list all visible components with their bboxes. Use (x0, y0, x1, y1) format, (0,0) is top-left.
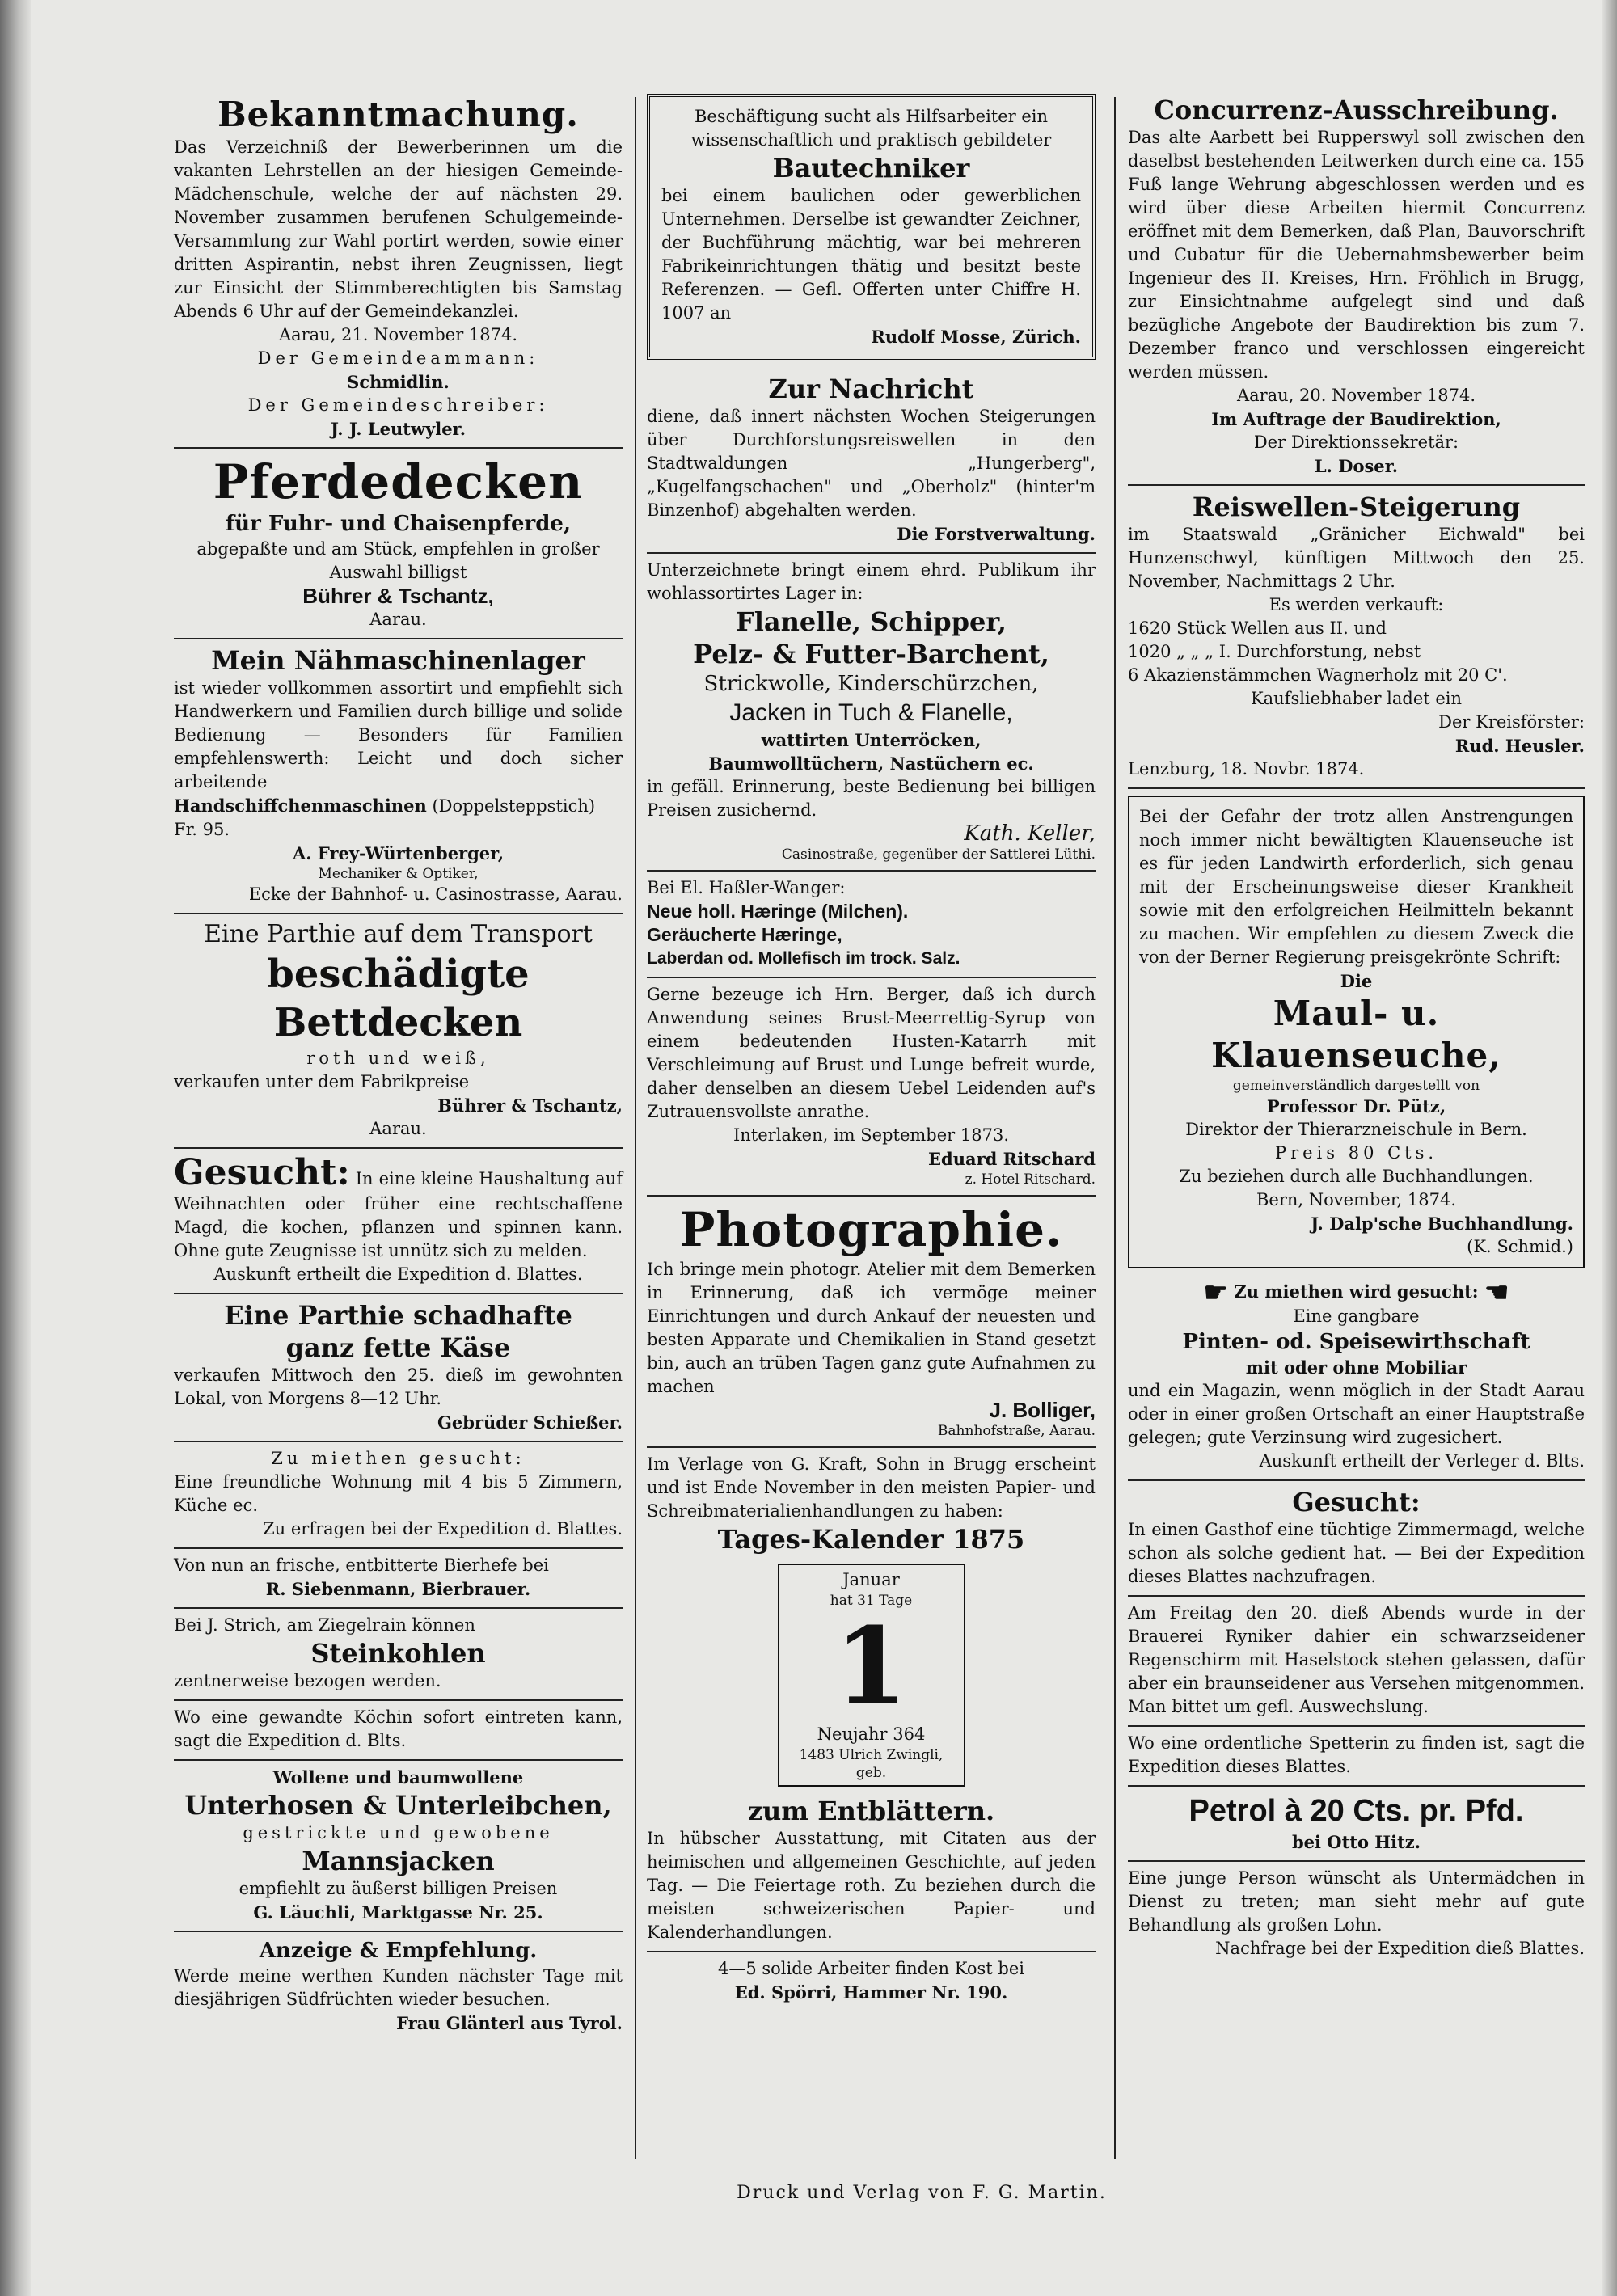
ad-name: R. Siebenmann, Bierbrauer. (265, 1579, 531, 1599)
page-edge-left (0, 0, 31, 2296)
ad-product: Handschiffchenmaschinen (174, 796, 427, 816)
ad-title: Tages-Kalender 1875 (717, 1524, 1025, 1555)
ad-title: Mein Nähmaschinenlager (211, 645, 585, 676)
ad-kost (647, 1952, 1096, 2011)
ad-note: Zu erfragen bei der Expedition d. Blattes. (263, 1519, 623, 1538)
ad-title: Concurrenz-Ausschreibung. (1154, 95, 1559, 125)
ad-signature-name: Schmidlin. (347, 372, 450, 392)
ad-name: Ed. Spörri, Hammer Nr. 190. (734, 1982, 1008, 2003)
ad-list-head: Es werden verkauft: (1269, 595, 1444, 614)
ad-kalender (647, 1448, 1096, 1952)
pointing-hand-icon: ☛ (1203, 1277, 1229, 1309)
ad-subtitle: für Fuhr- und Chaisenpferde, (225, 512, 571, 536)
ad-photographie (647, 1197, 1096, 1448)
column-rule (635, 97, 636, 2159)
ad-bekanntmachung (174, 89, 623, 449)
ad-list-item: 6 Akazienstämmchen Wagnerholz mit 20 C'. (1128, 665, 1508, 685)
ad-head: Zu miethen gesucht: (271, 1449, 526, 1468)
ad-nachricht (647, 368, 1096, 554)
ad-list-item: 1020 „ „ „ I. Durchforstung, nebst (1128, 642, 1421, 661)
ad-title: Steinkohlen (310, 1638, 486, 1669)
calendar-day-number: 1 (834, 1604, 908, 1728)
ad-signature-role: Der Gemeindeschreiber: (247, 395, 549, 415)
ad-body: Eine junge Person wünscht als Untermädchen in Dienst zu treten; man sieht mehr auf gute Behandlung als großen Lohn. (1128, 1868, 1585, 1935)
ad-title: Photographie. (679, 1202, 1063, 1257)
ad-address: Casinostraße, gegenüber der Sattlerei Lüthi. (781, 846, 1096, 863)
ad-date: Bern, November, 1874. (1256, 1190, 1457, 1209)
ad-body: und ein Magazin, wenn möglich in der Stadt Aarau oder in einer großen Ortschaft an einer Hauptstraße gelegen; gute Verzinsung wird zugesichert. (1128, 1381, 1585, 1447)
ad-steinkohlen (174, 1609, 623, 1701)
ad-speisewirthschaft (1128, 1275, 1585, 1481)
ad-item: Jacken in Tuch & Flanelle, (729, 699, 1013, 726)
ad-colors: roth und weiß, (306, 1049, 490, 1068)
imprint-footer: Druck und Verlag von F. G. Martin. (737, 2183, 1107, 2203)
ad-body: Das alte Aarbett bei Rupperswyl soll zwischen den daselbst bestehenden Leitwerken durch eine ca. 155 Fuß lange Wehrung abgeschlossen werden und es wird über diese Arbeiten hiermit Concurrenz eröffnet mit dem Bemerken, daß Plan, Bauvorschrift und Cubatur für die Uebernahmsbewerber beim Ingenieur des II. Kreises, Hrn. Fröhlich in Brugg, zur Einsichtnahme aufgelegt sind und daß bezügliche Angebote der Baudirektion bis zum 7. Dezember franco und verschlossen eingereicht werden müssen. (1128, 128, 1585, 382)
ad-title: Bekanntmachung. (217, 95, 579, 134)
ad-item: Pelz- & Futter-Barchent, (693, 639, 1049, 669)
column-rule (1114, 97, 1116, 2159)
ad-unterhosen (174, 1761, 623, 1932)
ad-haeringe (647, 872, 1096, 978)
ad-title: Pinten- od. Speisewirthschaft (1182, 1330, 1530, 1354)
ad-body: Am Freitag den 20. dieß Abends wurde in der Brauerei Ryniker dahier ein schwarzseidener Regenschirm mit Haselstock stehen gelassen, dafür aber ein braunseidener aus Versehen mitgenommen. Man bittet um gefl. Auswechslung. (1128, 1603, 1585, 1716)
ad-signature-name: Rud. Heusler. (1454, 736, 1585, 756)
ad-place: Aarau. (369, 610, 427, 629)
ad-title: ganz fette Käse (285, 1332, 511, 1363)
ad-intro: Unterzeichnete bringt einem ehrd. Publikum ihr wohlassortirtes Lager in: (647, 560, 1096, 603)
ad-firm: Bührer & Tschantz, (437, 1095, 623, 1116)
ad-note: Auskunft ertheilt die Expedition d. Blattes. (213, 1264, 583, 1284)
ad-subtitle: mit oder ohne Mobiliar (1245, 1357, 1467, 1378)
ad-title: Maul- u. Klauenseuche, (1211, 994, 1501, 1075)
ad-body: zentnerweise bezogen werden. (174, 1671, 441, 1690)
ad-bierhefe (174, 1549, 623, 1609)
ad-place: Aarau. (369, 1119, 427, 1138)
ad-signature: Die Forstverwaltung. (897, 524, 1096, 544)
calendar-note: 1483 Ulrich Zwingli, geb. (799, 1747, 944, 1781)
ad-title: Gesucht: (174, 1152, 350, 1193)
ad-body: Von nun an frische, entbitterte Bierhefe bei (174, 1555, 549, 1575)
ad-body: Wo eine ordentliche Spetterin zu finden ist, sagt die Expedition dieses Blattes. (1128, 1733, 1585, 1776)
ad-distribution: Zu beziehen durch alle Buchhandlungen. (1179, 1167, 1534, 1186)
ad-body: In hübscher Ausstattung, mit Citaten aus der heimischen und allgemeinen Geschichte, auf jeden Tag. — Die Feiertage roth. Zu beziehen durch die meisten schweizerischen Papier- und Kalenderhandlungen. (647, 1829, 1096, 1942)
ad-subtitle: zum Entblättern. (747, 1796, 995, 1826)
ad-name: Kath. Keller, (964, 821, 1096, 846)
ad-body: verkaufen unter dem Fabrikpreise (174, 1072, 470, 1091)
ad-intro: Im Verlage von G. Kraft, Sohn in Brugg erscheint und ist Ende November in den meisten Papier- und Schreibmaterialienhandlungen zu haben: (647, 1454, 1096, 1521)
ad-title: Reiswellen-Steigerung (1192, 492, 1521, 522)
ad-list-item: Kaufsliebhaber ladet ein (1250, 689, 1463, 708)
ad-koechin (174, 1701, 623, 1761)
ad-body: in gefäll. Erinnerung, beste Bedienung bei billigen Preisen zusichernd. (647, 777, 1096, 820)
ad-title: Unterhosen & Unterleibchen, (184, 1790, 612, 1821)
ad-signature: Im Auftrage der Baudirektion, (1211, 409, 1501, 429)
ad-body: Gerne bezeuge ich Hrn. Berger, daß ich durch Anwendung seines Brust-Meerrettig-Syrup von einem bedeutenden Husten-Katarrh mit Verschleimung auf Brust und Lunge befreit wurde, daher denselben an diesem Uebel Leidenden auf's Zutrauensvollste anrathe. (647, 985, 1096, 1121)
ad-signature-role: Der Gemeindeammann: (257, 348, 539, 368)
ad-publisher: J. Dalp'sche Buchhandlung. (1311, 1213, 1573, 1234)
ad-date: Aarau, 21. November 1874. (278, 325, 518, 344)
ad-price: Preis 80 Cts. (1274, 1143, 1438, 1163)
calendar-month: Januar (842, 1570, 900, 1589)
ad-body: abgepaßte und am Stück, empfehlen in großer Auswahl billigst (196, 539, 600, 582)
ad-body: Eine freundliche Wohnung mit 4 bis 5 Zimmern, Küche ec. (174, 1472, 623, 1515)
ad-author: Professor Dr. Pütz, (1266, 1096, 1446, 1116)
ad-firm: Gebrüder Schießer. (437, 1412, 623, 1433)
ad-list-item: 1620 Stück Wellen aus II. und (1128, 618, 1387, 638)
ad-body: Wo eine gewandte Köchin sofort eintreten kann, sagt die Expedition d. Blts. (174, 1707, 623, 1750)
ad-body: Bei der Gefahr der trotz allen Anstrengungen noch immer nicht bewältigten Klauenseuche ist es für jeden Landwirth erforderlich, sich genau mit der Erscheinungsweise dieser Krankheit sowie mit den erfolgreichen Heilmitteln bekannt zu machen. Wir empfehlen zu diesem Zweck die von der Berner Regierung preisgekrönte Schrift: (1139, 807, 1573, 967)
ad-name: A. Frey-Würtenberger, (292, 843, 505, 863)
ad-signature-name: L. Doser. (1314, 456, 1399, 476)
column-right (1128, 89, 1585, 1967)
ad-naehmaschinen (174, 639, 623, 914)
ad-note: Nachfrage bei der Expedition dieß Blattes. (1215, 1939, 1585, 1958)
calendar-days: hat 31 Tage (830, 1593, 913, 1609)
ad-body: verkaufen Mittwoch den 25. dieß im gewohnten Lokal, von Morgens 8—12 Uhr. (174, 1365, 623, 1408)
ad-body: bei einem baulichen oder gewerblichen Unternehmen. Derselbe ist gewandter Zeichner, der Buchführung mächtig, war bei mehreren Fabrikeinrichtungen thätig und besitzt beste Referenzen. — Gefl. Offerten unter Chiffre H. 1007 an (661, 186, 1081, 323)
ad-item: Flanelle, Schipper, (736, 606, 1007, 637)
ad-signature-role: Der Kreisförster: (1438, 712, 1585, 732)
ad-signature-role: Der Direktionssekretär: (1253, 433, 1459, 452)
pointing-hand-icon: ☚ (1484, 1277, 1509, 1309)
ad-zimmermagd (1128, 1481, 1585, 1597)
ad-body: empfiehlt zu äußerst billigen Preisen (239, 1879, 558, 1898)
ad-firm: Bührer & Tschantz, (302, 584, 494, 608)
ad-address: Bahnhofstraße, Aarau. (937, 1423, 1096, 1439)
ad-date: Interlaken, im September 1873. (733, 1125, 1010, 1145)
ad-suedfruechte (174, 1932, 623, 2041)
ad-title: Petrol à 20 Cts. pr. Pfd. (1188, 1794, 1524, 1828)
ad-title: Gesucht: (1292, 1487, 1421, 1517)
ad-agent: Rudolf Mosse, Zürich. (871, 327, 1081, 347)
ad-pferdedecken (174, 449, 623, 639)
ad-intro: Wollene und baumwollene (272, 1767, 524, 1787)
ad-item: Baumwolltüchern, Nastüchern ec. (708, 753, 1034, 774)
ad-intro: Eine Parthie auf dem Transport (204, 920, 593, 948)
ad-item: Strickwolle, Kinderschürzchen, (703, 672, 1039, 696)
ad-signature-name: J. J. Leutwyler. (330, 419, 466, 439)
ad-date: Lenzburg, 18. Novbr. 1874. (1128, 759, 1365, 779)
ad-body: In einen Gasthof eine tüchtige Zimmermagd, welche schon als solche gedient hat. — Bei der Expedition dieses Blattes nachzufragen. (1128, 1520, 1585, 1586)
ad-regenschirm (1128, 1597, 1585, 1727)
ad-bautechniker (647, 94, 1096, 360)
ad-item: Geräucherte Hæringe, (647, 924, 842, 945)
ad-spetterin (1128, 1727, 1585, 1787)
ad-publisher-detail: (K. Schmid.) (1467, 1237, 1573, 1256)
ad-product-detail: (Doppelsteppstich) Fr. 95. (174, 796, 596, 839)
ad-title: beschädigte Bettdecken (267, 952, 530, 1045)
ad-klauenseuche (1128, 796, 1585, 1268)
ad-title: Mannsjacken (302, 1846, 495, 1876)
ad-title-prefix: Die (1340, 971, 1373, 991)
ad-name: J. Bolliger, (989, 1398, 1096, 1422)
ad-reiswellen (1128, 486, 1585, 789)
ad-body: im Staatswald „Gränicher Eichwald" bei Hunzenschwyl, künftigen Mittwoch den 25. November, Nachmittags 2 Uhr. (1128, 525, 1585, 591)
column-middle (647, 89, 1096, 2011)
ad-body: 4—5 solide Arbeiter finden Kost bei (717, 1959, 1024, 1978)
ad-item: Neue holl. Hæringe (Milchen). (647, 901, 909, 922)
ad-wohnung (174, 1442, 623, 1549)
ad-untermaedchen (1128, 1862, 1585, 1967)
ad-title: Anzeige & Empfehlung. (259, 1939, 538, 1963)
ad-address: Ecke der Bahnhof- u. Casinostrasse, Aarau. (248, 884, 623, 904)
ad-head: Zu miethen wird gesucht: (1234, 1281, 1479, 1302)
ad-gesucht-magd (174, 1149, 623, 1294)
calendar-illustration (778, 1564, 965, 1787)
ad-subline: gestrickte und gewobene (243, 1823, 554, 1842)
ad-bettdecken (174, 914, 623, 1149)
ad-name: G. Läuchli, Marktgasse Nr. 25. (253, 1902, 543, 1922)
ad-title: Pferdedecken (213, 454, 584, 509)
ad-body: Bei J. Strich, am Ziegelrain können (174, 1615, 475, 1635)
ad-note: Auskunft ertheilt der Verleger d. Blts. (1259, 1451, 1585, 1471)
column-left (174, 89, 623, 2041)
ad-item: wattirten Unterröcken, (761, 730, 982, 750)
ad-name: Frau Glänterl aus Tyrol. (396, 2013, 623, 2033)
page-edge-right (1602, 0, 1617, 2296)
ad-role: Direktor der Thierarzneischule in Bern. (1185, 1120, 1527, 1139)
ad-body: In eine kleine Haushaltung auf Weihnachten oder früher eine rechtschaffene Magd, die kochen, pflanzen und spinnen kann. Ohne gute Zeugnisse ist unnütz sich zu melden. (174, 1169, 623, 1260)
ad-title: Bautechniker (772, 153, 970, 184)
ad-body: diene, daß innert nächsten Wochen Steigerungen über Durchforstungsreiswellen in den Stadtwaldungen „Hungerberg", „Kugelfangschachen" und „Oberholz" (hinter'm Binzenhof) abgehalten werden. (647, 407, 1096, 520)
ad-body: Das Verzeichniß der Bewerberinnen um die vakanten Lehrstellen an der hiesigen Gemeinde-Mädchenschule, welche der auf nächsten 29. November zusammen berufenen Schulgemeinde-Versammlung zur Wahl portirt werden, sowie einer dritten Aspirantin, nebst ihren Zeugnissen, liegt zur Einsicht der Stimmberechtigten bis Samstag Abends 6 Uhr auf der Gemeindekanzlei. (174, 137, 623, 321)
ad-title: Zur Nachricht (768, 374, 974, 404)
calendar-event: Neujahr 364 (817, 1724, 926, 1744)
ad-kaese (174, 1294, 623, 1442)
ad-role: Mechaniker & Optiker, (318, 866, 479, 882)
ad-intro: Eine gangbare (1293, 1306, 1420, 1326)
ad-petrol (1128, 1787, 1585, 1862)
ad-meerrettig (647, 978, 1096, 1197)
ad-flanelle (647, 554, 1096, 872)
ad-intro: Bei El. Haßler-Wanger: (647, 878, 846, 897)
ad-name: Eduard Ritschard (928, 1149, 1096, 1169)
ad-body: Werde meine werthen Kunden nächster Tage mit diesjährigen Südfrüchten wieder besuchen. (174, 1966, 623, 2009)
ad-body: Ich bringe mein photogr. Atelier mit dem Bemerken in Erinnerung, daß ich vermöge meiner Einrichtungen und durch Ankauf der neuesten und besten Apparate und Chemikalien in Stand gesetzt bin, auch an trüben Tagen ganz gute Aufnahmen zu machen (647, 1260, 1096, 1396)
ad-title: Eine Parthie schadhafte (224, 1300, 572, 1331)
ad-address: z. Hotel Ritschard. (965, 1171, 1096, 1188)
ad-body: Beschäftigung sucht als Hilfsarbeiter ein wissenschaftlich und praktisch gebildeter (690, 107, 1052, 150)
ad-item: Laberdan od. Mollefisch im trock. Salz. (647, 949, 960, 968)
ad-date: Aarau, 20. November 1874. (1236, 386, 1476, 405)
ad-body: ist wieder vollkommen assortirt und empfiehlt sich Handwerkern und Familien durch billige und solide Bedienung — Besonders für Familien empfehlenswerth: Leicht und doch sicher arbeitende (174, 678, 623, 791)
ad-name: bei Otto Hitz. (1291, 1832, 1421, 1852)
ad-subtitle: gemeinverständlich dargestellt von (1232, 1078, 1480, 1094)
ad-concurrenz (1128, 89, 1585, 486)
